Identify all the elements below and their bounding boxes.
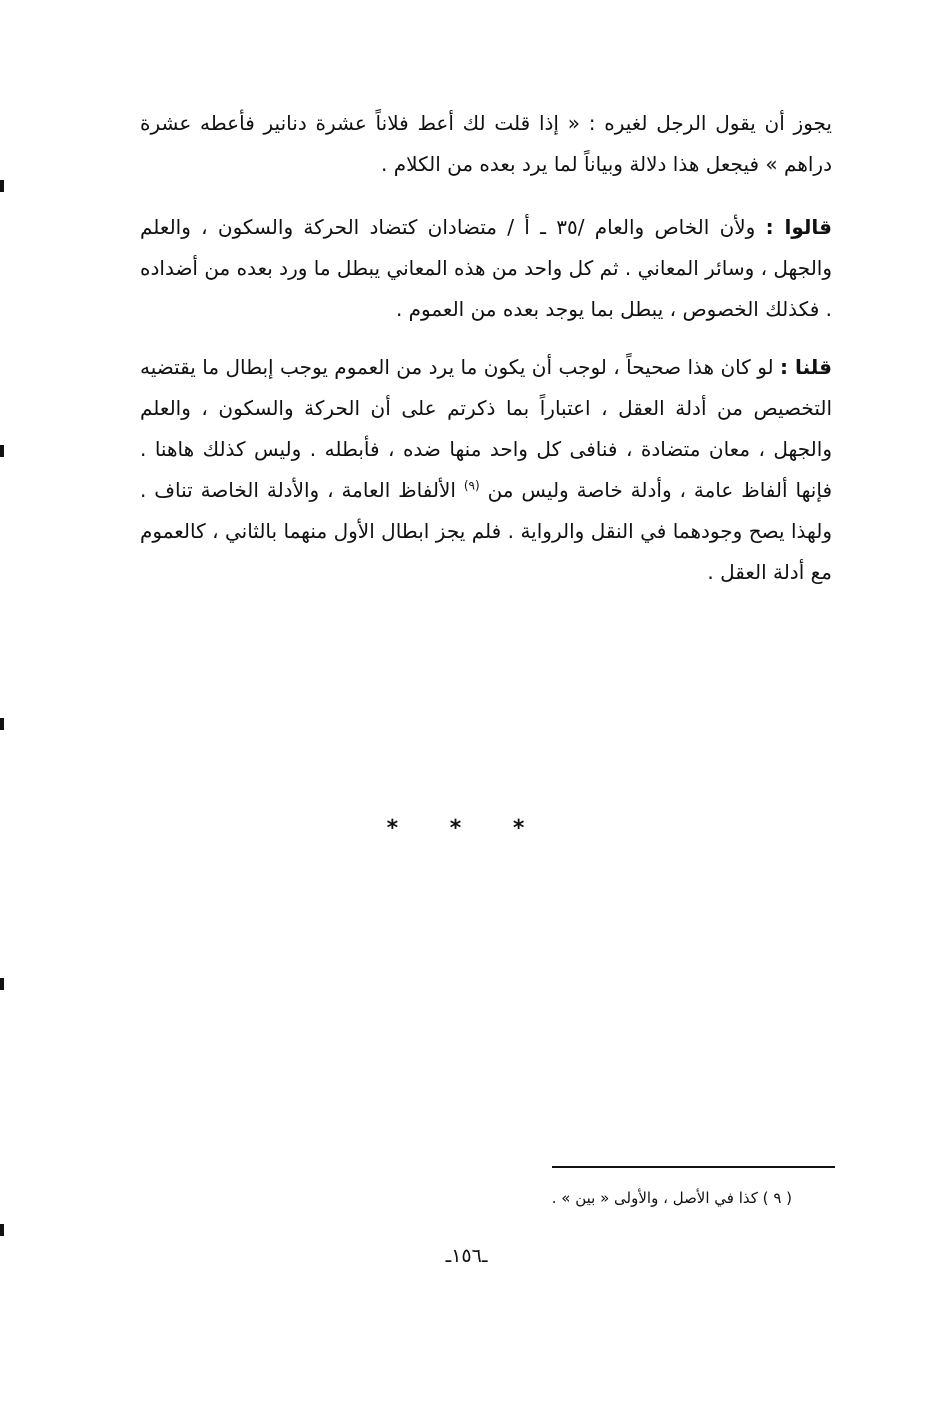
scan-edge-mark bbox=[0, 1224, 4, 1236]
paragraph-3 bbox=[140, 347, 832, 593]
scan-edge-mark bbox=[0, 445, 4, 457]
scan-edge-mark bbox=[0, 718, 4, 730]
footnote: ( ٩ ) كذا في الأصل ، والأولى « بين » . bbox=[551, 1189, 792, 1207]
page-number: ـ١٥٦ـ bbox=[445, 1245, 488, 1267]
scan-edge-mark bbox=[0, 978, 4, 990]
paragraph-text: لو كان هذا صحيحاً ، لوجب أن يكون ما يرد من العموم يوجب إبطال ما يقتضيه التخصيص من أدلة العقل ، اعتباراً بما ذكرتم على أن الحركة والسكون ، والعلم والجهل ، معان متضادة ، فنافى كل واحد منها ضده ، فأبطله . وليس كذلك هاهنا . فإنها ألفاظ عامة ، وأدلة خاصة وليس من bbox=[140, 355, 833, 502]
paragraph-lead: قالوا : bbox=[765, 215, 832, 239]
paragraph-text: يجوز أن يقول الرجل لغيره : « إذا قلت لك أعط فلاناً عشرة دنانير فأعطه عشرة دراهم » فيجعل هذا دلالة وبياناً لما يرد بعده من الكلام . bbox=[140, 111, 832, 176]
paragraph-lead: قلنا : bbox=[780, 355, 832, 379]
paragraph-text-continued: الألفاظ العامة ، والأدلة الخاصة تناف . ولهذا يصح وجودهما في النقل والرواية . فلم يجز ابطال الأول منهما بالثاني ، كالعموم مع أدلة العقل . bbox=[140, 478, 832, 584]
footnote-reference: (٩) bbox=[463, 478, 480, 493]
paragraph-1 bbox=[140, 103, 832, 185]
footnote-divider bbox=[552, 1166, 835, 1168]
section-separator: * * * bbox=[386, 816, 547, 841]
scan-edge-mark bbox=[0, 180, 4, 192]
paragraph-2 bbox=[140, 207, 832, 330]
paragraph-text: ولأن الخاص والعام /٣٥ ـ أ / متضادان كتضاد الحركة والسكون ، والعلم والجهل ، وسائر المعاني . ثم كل واحد من هذه المعاني يبطل ما ورد بعده من أضداده . فكذلك الخصوص ، يبطل بما يوجد بعده من العموم . bbox=[140, 215, 832, 321]
